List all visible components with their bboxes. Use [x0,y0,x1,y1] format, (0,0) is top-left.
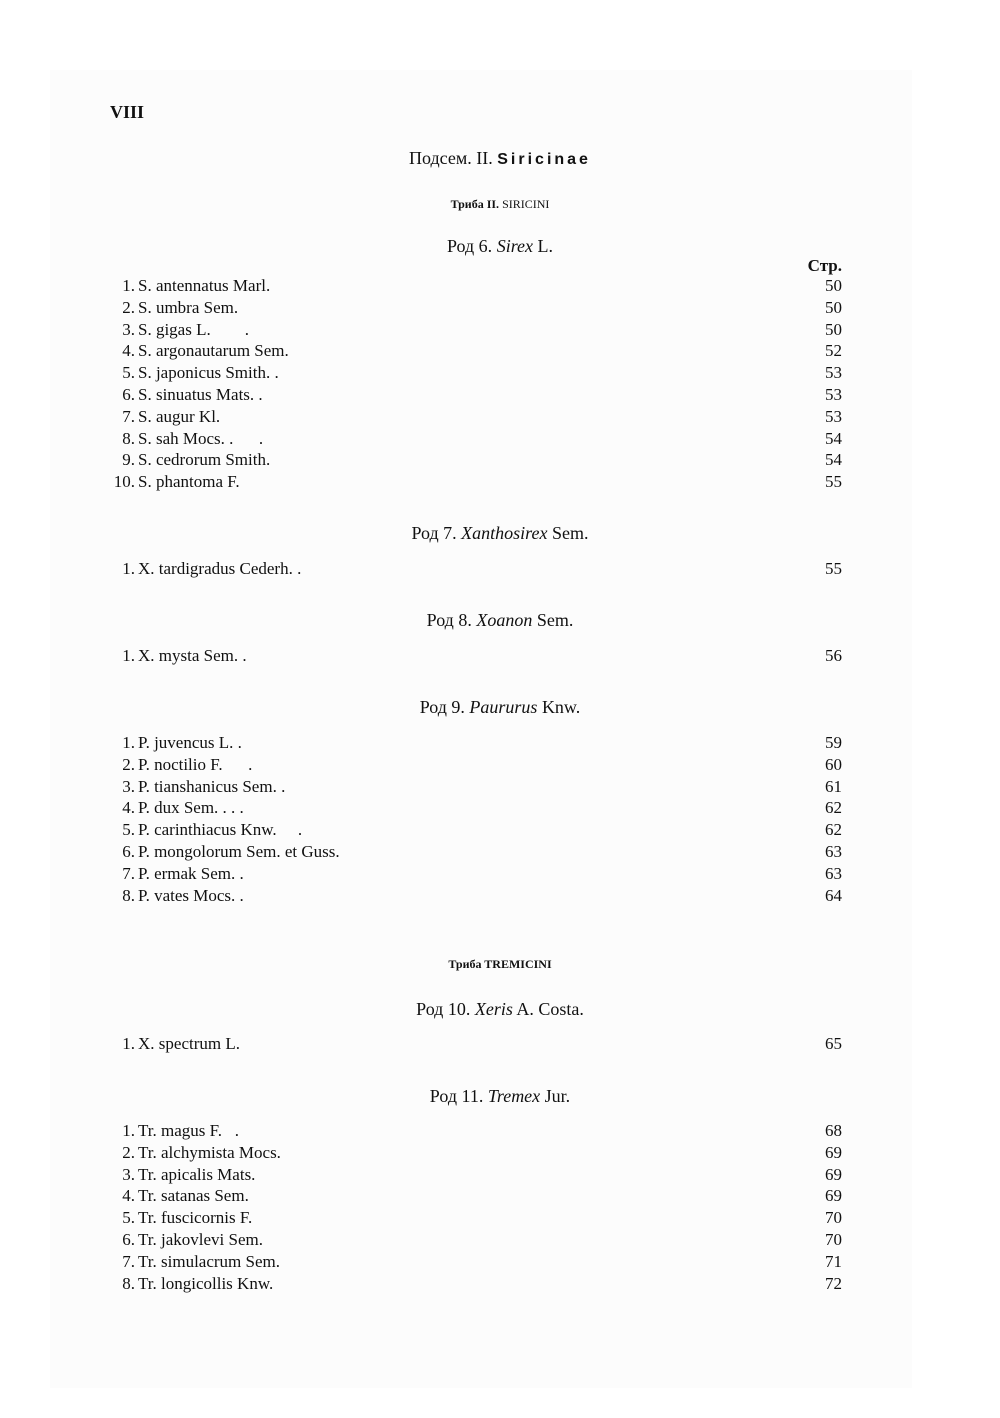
species-page: 54 [825,450,842,470]
species-row [108,1208,842,1230]
species-row [108,472,842,494]
species-row [108,559,842,581]
genus-author: Sem. [552,523,589,543]
species-number: 3. [122,776,135,796]
species-row [108,820,842,842]
species-number: 1. [122,646,135,665]
species-page: 54 [825,428,842,448]
genus-prefix: Род 6. [446,236,493,256]
tribe-label: Трибa II. [450,197,500,211]
species-name: X. mysta Sem. . [138,646,247,665]
species-number: 7. [122,863,135,883]
species-name: S. augur Kl. [138,406,221,426]
species-page: 69 [825,1164,842,1184]
species-page: 65 [825,1034,842,1053]
species-name: P. tianshanicus Sem. . [138,776,286,796]
species-number: 2. [122,297,135,317]
species-name: S. argonautarum Sem. [138,341,289,361]
species-row [108,1274,842,1296]
species-name: P. noctilio F. . [138,754,253,774]
species-page: 53 [825,385,842,404]
species-name: X. spectrum L. [138,1034,240,1053]
species-page: 50 [825,276,842,295]
species-name: Tr. jakovlevi Sem. [138,1230,263,1249]
species-row [108,842,842,864]
species-number: 5. [122,363,135,383]
genus-heading-xeris [0,999,1000,1020]
species-row [108,798,842,820]
genus-heading-sirex [0,236,1000,257]
genus-prefix: Род 9. [419,697,465,717]
tribe-heading-siricini [0,197,1000,212]
species-name: Tr. simulacrum Sem. [138,1251,280,1271]
species-number: 1. [122,733,135,752]
species-page: 59 [825,733,842,752]
species-name: S. cedrorum Smith. [138,450,271,470]
species-name: Tr. fuscicornis F. [138,1208,253,1228]
genus-name: Xeris [474,999,513,1019]
species-name: Tr. apicalis Mats. [138,1164,256,1184]
species-row [108,320,842,342]
genus-name: Xoanon [476,610,533,630]
species-name: S. antennatus Marl. [138,276,271,295]
species-number: 6. [122,842,135,861]
species-name: S. umbra Sem. [138,297,239,317]
species-name: S. sinuatus Mats. . [138,385,263,404]
genus-name: Sirex [496,236,534,256]
tribe-name: SIRICINI [502,197,550,211]
species-page: 69 [825,1142,842,1162]
species-row [108,385,842,407]
species-number: 8. [122,428,135,448]
genus-heading-paururus [0,697,1000,718]
species-number: 1. [122,1034,135,1053]
species-number: 4. [122,1186,135,1206]
species-row [108,777,842,799]
species-name: P. carinthiacus Knw. . [138,820,303,840]
species-page: 70 [825,1230,842,1249]
genus-heading-xanthosirex [0,523,1000,544]
tribe-label: Трибa [448,957,482,971]
species-number: 6. [122,1230,135,1249]
species-row [108,407,842,429]
species-name: Tr. longicollis Knw. [138,1273,274,1293]
species-number: 1. [122,1121,135,1140]
species-name: X. tardigradus Cederh. . [138,559,302,578]
genus-prefix: Род 10. [416,999,471,1019]
species-page: 53 [825,406,842,426]
species-page: 69 [825,1186,842,1206]
genus-author: Sem. [536,610,574,630]
species-number: 1. [122,276,135,295]
species-name: P. mongolorum Sem. et Guss. [138,842,340,861]
species-number: 3. [122,319,135,339]
genus-author: L. [537,236,554,256]
species-name: S. gigas L. . [138,319,249,339]
species-page: 63 [825,863,842,883]
species-number: 9. [122,450,135,470]
species-page: 53 [825,363,842,383]
species-row [108,363,842,385]
species-name: P. vates Mocs. . [138,885,244,905]
species-row [108,276,842,298]
species-row [108,886,842,908]
genus-prefix: Род 11. [429,1086,484,1106]
species-number: 4. [122,798,135,818]
species-row [108,429,842,451]
page-number: VIII [110,102,145,122]
species-name: Tr. alchymista Mocs. [138,1142,281,1162]
species-row [108,1143,842,1165]
page-column-header: Стр. [807,256,842,275]
species-row [108,1165,842,1187]
species-page: 68 [825,1121,842,1140]
species-number: 8. [122,885,135,905]
species-number: 3. [122,1164,135,1184]
species-number: 10. [113,472,135,492]
species-row [108,1186,842,1208]
species-name: S. phantoma F. [138,472,240,492]
species-page: 60 [825,754,842,774]
genus-prefix: Род 8. [426,610,472,630]
species-name: S. sah Mocs. . . [138,428,264,448]
species-number: 1. [122,559,135,578]
species-page: 61 [825,776,842,796]
species-row [108,1034,842,1056]
subfamily-prefix: Подсем. II. [409,148,493,168]
subfamily-heading [0,148,1000,169]
species-page: 70 [825,1208,842,1228]
species-number: 7. [122,406,135,426]
species-name: P. juvencus L. . [138,733,242,752]
species-name: S. japonicus Smith. . [138,363,279,383]
species-page: 50 [825,297,842,317]
species-row [108,755,842,777]
species-page: 62 [825,820,842,840]
species-number: 2. [122,754,135,774]
tribe-heading-tremicini [0,957,1000,972]
species-row [108,733,842,755]
species-number: 5. [122,820,135,840]
genus-prefix: Род 7. [411,523,457,543]
species-name: P. dux Sem. . . . [138,798,244,818]
species-number: 5. [122,1208,135,1228]
species-page: 64 [825,885,842,905]
species-row [108,1121,842,1143]
subfamily-name: Siricinae [497,151,591,168]
species-row [108,341,842,363]
species-page: 52 [825,341,842,361]
species-number: 2. [122,1142,135,1162]
species-row [108,1230,842,1252]
species-page: 62 [825,798,842,818]
species-number: 4. [122,341,135,361]
species-row [108,864,842,886]
species-row [108,646,842,668]
species-number: 7. [122,1251,135,1271]
species-page: 55 [825,559,842,578]
tribe-name: TREMICINI [484,957,552,971]
species-name: Tr. magus F. . [138,1121,239,1140]
species-number: 8. [122,1273,135,1293]
species-page: 56 [825,646,842,665]
species-page: 72 [825,1273,842,1293]
genus-heading-tremex [0,1086,1000,1107]
genus-name: Xanthosirex [461,523,548,543]
genus-author: Knw. [541,697,581,717]
species-name: P. ermak Sem. . [138,863,244,883]
genus-name: Tremex [487,1086,541,1106]
species-page: 71 [825,1251,842,1271]
genus-name: Paururus [469,697,538,717]
species-name: Tr. satanas Sem. [138,1186,249,1206]
species-number: 6. [122,385,135,404]
species-page: 50 [825,319,842,339]
species-row [108,450,842,472]
species-page: 63 [825,842,842,861]
species-page: 55 [825,472,842,492]
genus-heading-xoanon [0,610,1000,631]
species-row [108,1252,842,1274]
species-row [108,298,842,320]
genus-author: Jur. [544,1086,571,1106]
genus-author: A. Costa. [516,999,584,1019]
